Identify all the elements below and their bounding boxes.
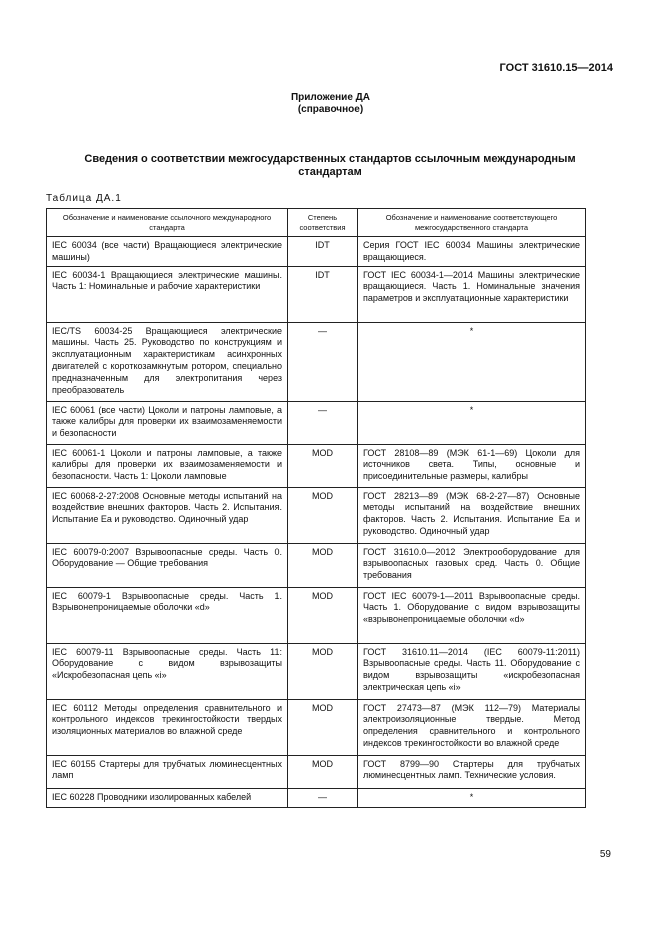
column-header-interstate: Обозначение и наименование соответствующего межгосударственного стандарта	[358, 209, 586, 237]
cell-interstate: *	[358, 788, 586, 807]
appendix-heading	[0, 92, 661, 116]
cell-interstate: ГОСТ IEC 60034-1—2014 Машины электрические вращающиеся. Часть 1. Номинальные значения параметров и эксплуатационные характеристики	[358, 266, 586, 322]
cell-international: IEC 60155 Стартеры для трубчатых люминесцентных ламп	[47, 755, 288, 788]
cell-degree: MOD	[288, 587, 358, 643]
page-number: 59	[599, 849, 611, 860]
cell-international: IEC 60079-1 Взрывоопасные среды. Часть 1. Взрывонепроницаемые оболочки «d»	[47, 587, 288, 643]
table-header-row	[47, 209, 586, 237]
cell-interstate: ГОСТ 28108—89 (МЭК 61-1—69) Цоколи для источников света. Типы, основные и присоединительные размеры, калибры	[358, 444, 586, 487]
table-caption: Таблица ДА.1	[46, 193, 122, 204]
cell-international: IEC 60034-1 Вращающиеся электрические машины. Часть 1: Номинальные и рабочие характеристики	[47, 266, 288, 322]
table-row	[47, 487, 586, 543]
document-code: ГОСТ 31610.15—2014	[499, 62, 613, 74]
cell-international: IEC/TS 60034-25 Вращающиеся электрические машины. Часть 25. Руководство по конструкциям и эксплуатационным характеристикам асинхронных двигателей с короткозамкнутым ротором, специально предназначенным для электропитания через преобразователь	[47, 322, 288, 401]
table-row	[47, 788, 586, 807]
table-row	[47, 401, 586, 444]
cell-international: IEC 60112 Методы определения сравнительного и контрольного индексов трекингостойкости твердых изоляционных материалов во влажной среде	[47, 699, 288, 755]
table-row	[47, 444, 586, 487]
cell-interstate: ГОСТ 28213—89 (МЭК 68-2-27—87) Основные методы испытаний на воздействие внешних факторов. Часть 2. Испытания. Испытание Ea и руководство. Одиночный удар	[358, 487, 586, 543]
cell-degree: —	[288, 401, 358, 444]
cell-degree: MOD	[288, 643, 358, 699]
table-row	[47, 266, 586, 322]
section-title: Сведения о соответствии межгосударственных стандартов ссылочным международным стандартам	[84, 153, 576, 178]
table-row	[47, 643, 586, 699]
column-header-international: Обозначение и наименование ссылочного международного стандарта	[47, 209, 288, 237]
cell-international: IEC 60034 (все части) Вращающиеся электрические машины)	[47, 237, 288, 267]
cell-interstate: Серия ГОСТ IEC 60034 Машины электрические вращающиеся.	[358, 237, 586, 267]
cell-degree: MOD	[288, 699, 358, 755]
cell-international: IEC 60079-11 Взрывоопасные среды. Часть 11: Оборудование с видом взрывозащиты «Искробезопасная цепь «i»	[47, 643, 288, 699]
table-row	[47, 755, 586, 788]
table-row	[47, 587, 586, 643]
cell-degree: MOD	[288, 444, 358, 487]
cell-degree: MOD	[288, 543, 358, 587]
cell-interstate: ГОСТ IEC 60079-1—2011 Взрывоопасные среды. Часть 1. Оборудование с видом взрывозащиты «взрывонепроницаемые оболочки «d»	[358, 587, 586, 643]
cell-interstate: ГОСТ 8799—90 Стартеры для трубчатых люминесцентных ламп. Технические условия.	[358, 755, 586, 788]
cell-international: IEC 60061-1 Цоколи и патроны ламповые, а также калибры для проверки их взаимозаменяемости и безопасности. Часть 1: Цоколи ламповые	[47, 444, 288, 487]
cell-degree: —	[288, 788, 358, 807]
cell-interstate: *	[358, 401, 586, 444]
table-row	[47, 237, 586, 267]
cell-degree: IDT	[288, 266, 358, 322]
cell-degree: MOD	[288, 487, 358, 543]
cell-interstate: *	[358, 322, 586, 401]
cell-international: IEC 60068-2-27:2008 Основные методы испытаний на воздействие внешних факторов. Часть 2. Испытания. Испытание Ea и руководство. Одиночный удар	[47, 487, 288, 543]
table-row	[47, 322, 586, 401]
cell-interstate: ГОСТ 31610.11—2014 (IEC 60079-11:2011) Взрывоопасные среды. Часть 11. Оборудование с видом взрывозащиты «искробезопасная электрическая цепь «i»	[358, 643, 586, 699]
cell-degree: MOD	[288, 755, 358, 788]
table-row	[47, 543, 586, 587]
cell-international: IEC 60079-0:2007 Взрывоопасные среды. Часть 0. Оборудование — Общие требования	[47, 543, 288, 587]
cell-degree: —	[288, 322, 358, 401]
standards-table	[46, 208, 586, 808]
table-row	[47, 699, 586, 755]
cell-international: IEC 60061 (все части) Цоколи и патроны ламповые, а также калибры для проверки их взаимозаменяемости и безопасности	[47, 401, 288, 444]
appendix-subtitle: (справочное)	[297, 104, 364, 115]
cell-interstate: ГОСТ 27473—87 (МЭК 112—79) Материалы электроизоляционные твердые. Метод определения сравнительного и контрольного индексов трекингостойкости во влажной среде	[358, 699, 586, 755]
cell-interstate: ГОСТ 31610.0—2012 Электрооборудование для взрывоопасных газовых сред. Часть 0. Общие требования	[358, 543, 586, 587]
cell-international: IEC 60228 Проводники изолированных кабелей	[47, 788, 288, 807]
column-header-degree: Степень соответствия	[288, 209, 358, 237]
cell-degree: IDT	[288, 237, 358, 267]
appendix-title: Приложение ДА	[290, 92, 371, 103]
